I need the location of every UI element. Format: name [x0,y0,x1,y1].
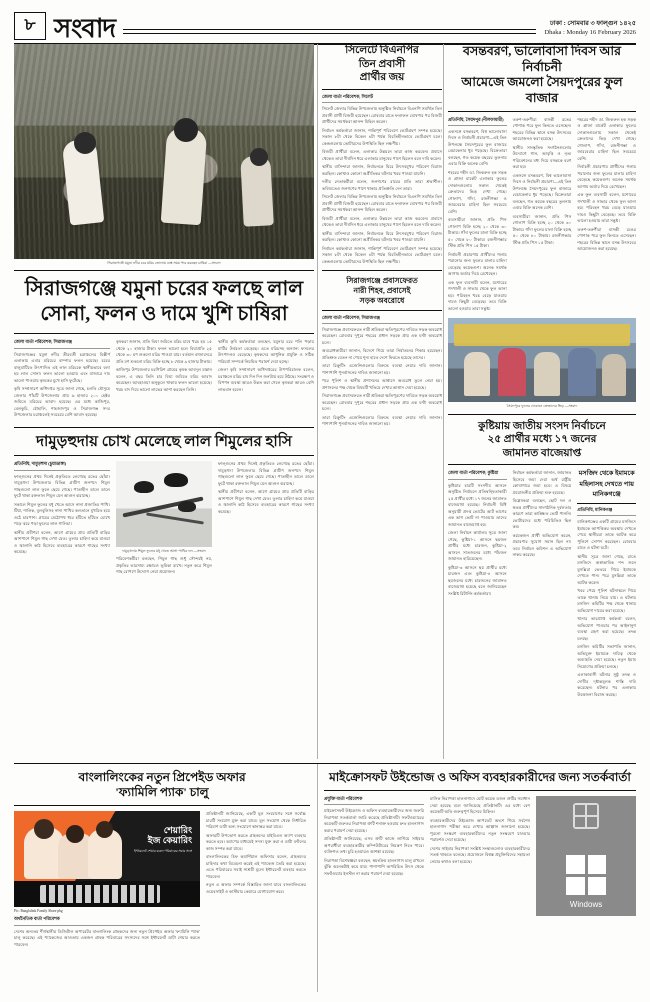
lead-byline: জেলা বার্তা পরিবেশক, সিরাজগঞ্জ [14,339,110,348]
flower-photo-caption: সৈয়দপুরে ফুলের দোকানে ক্রেতাদের ভিড় —সংবাদ [506,403,578,408]
bnp-headline-line2: তিন প্রবাসী [358,58,406,70]
flower-para-13: তরুণ-তরুণীরা বাসন্তী রঙের পোশাক পরে ফুল কিনতে এসেছেন। শহরের বিভিন্ন স্থানে বসন্ত উৎসবের আয়োজনও করা হয়েছে। [577,226,637,251]
bnp-para-9: নির্বাচন কর্মকর্তারা জানান, শান্তিপূর্ণ পরিবেশে ভোটগ্রহণ সম্পন্ন হয়েছে। সকাল ৮টা থেকে বিকেল ৪টা পর্যন্ত বিরতিহীনভাবে ভোটগ্রহণ চলে। কেন্দ্রগুলোয় ভোটারদের উপস্থিতি ছিল লক্ষণীয়। [322,245,442,264]
lead-para-3: কৃষকরা জানান, প্রতি বিঘা জমিতে মরিচ চাষে খরচ হয় ১৫ থেকে ২০ হাজার টাকা। ফলন ভালো হলে বিঘাপ্রতি ২৫ থেকে ৩০ মণ শুকনো মরিচ পাওয়া যায়। বর্তমান বাজারদরে প্রতি মণ শুকনো মরিচ বিক্রি হচ্ছে ৮ থেকে ৯ হাজার টাকায়। [116,339,212,364]
flower-para-12: এক ফুল ব্যবসায়ী বলেন, যশোরের গদখালী ও সাভার থেকে ফুল আনা হয়। পরিবহন খরচ বেড়ে যাওয়ায় দামও কিছুটা বেড়েছে। তবে বিক্রি ভালো হওয়ায় তারা সন্তুষ্ট। [577,192,637,223]
microsoft-byline: প্রযুক্তি বার্তা পরিবেশক [324,796,424,805]
microsoft-article [324,764,636,916]
simul-para-2: সকালে শিমুল ফুলের মধু খেতে আসে নানা প্রজাতির পাখি। টিয়া, শালিক, বুলবুলিসহ নানা পাখির কলতানে মুখরিত হয়ে ওঠে চারপাশ। গ্রামের মেঠোপথ ধরে হাঁটতে হাঁটতে চোখে পড়ে ঝরে পড়া ফুলের লাল গালিচা। [14,501,110,527]
banglalink-article [14,764,310,950]
masthead [14,10,636,45]
nari-para-3: তারা রিক্রুটিং এজেন্সিগুলোর বিরুদ্ধে ব্যবস্থা নেয়ার দাবি জানান। পাশাপাশি পুনর্বাসনের দাবিও জানানো হয়। [322,363,442,375]
lead-photo [14,44,314,259]
microsoft-para-2: প্রতিষ্ঠানটি জানিয়েছে, এসব ত্রুটি কাজে লাগিয়ে সাইবার অপরাধীরা ব্যবহারকারীর কম্পিউটারের নিয়ন্ত্রণ নিতে পারে। ব্যক্তিগত তথ্য চুরি হওয়ারও আশঙ্কা রয়েছে। [324,836,424,855]
election-byline: জেলা বার্তা পরিবেশক, কুষ্টিয়া [448,470,507,479]
lead-photo-caption: সিরাজগঞ্জে যমুনা নদীর চরে মরিচ তোলায় ব্যস্ত সময় পার করছেন চাষিরা —সংবাদ [107,260,221,265]
advertorial-area [14,763,636,992]
story-bnp [322,44,442,430]
flower-para-8: একসঙ্গে বসন্তবরণ, বিশ্ব ভালোবাসা দিবস ও নির্বাচনী প্রচারণা—এই তিন উপলক্ষে সৈয়দপুরের ফুল বাজারে বেচাকেনার ধুম পড়েছে। বিক্রেতারা বলছেন, গত কয়েক বছরের তুলনায় এবার বিক্রি অনেক বেশি। [512,172,572,210]
simul-para-4: পরিবেশকর্মীরা বলছেন, শিমুল গাছ শুধু সৌন্দর্যই নয়, প্রকৃতির ভারসাম্য রক্ষায়ও ভূমিকা রাখে। নতুন করে শিমুল গাছ রোপণে উদ্যোগ নেয়া প্রয়োজন। [116,556,212,575]
lead-para-5: স্থানীয় কৃষি কর্মকর্তারা বলছেন, যমুনার চরে পলি পড়ায় মাটির উর্বরতা বেড়েছে। এতে মরিচসহ অন্যান্য ফসলের উৎপাদনও বেড়েছে। কৃষকদের আধুনিক প্রযুক্তি ও সঠিক পরিচর্যা সম্পর্কে নিয়মিত পরামর্শ দেয়া হচ্ছে। [218,339,314,364]
page-number: ৮ [14,12,46,40]
dateline-bn: ঢাকা : সোমবার ৩ ফাল্গুন ১৪২৫ [549,20,636,28]
column-divider-2 [443,44,444,759]
bnp-byline: জেলা বার্তা পরিবেশক, সিলেট [322,94,442,103]
election-para-6: কয়েকজন প্রার্থী অভিযোগ করেন, প্রচারণার সুযোগ সমান ছিল না। তবে নির্বাচন কমিশন এ অভিযোগ নাকচ করেছে। [512,532,572,558]
flower-para-10: শহরের শহীদ ডা. জিকরুল হক সড়ক ও প্লাজা মার্কেট এলাকার ফুলের দোকানগুলোয় সকাল থেকেই ক্রেতাদের ভিড় দেখা গেছে। গোলাপ, গাঁদা, রজনীগন্ধা ও জারবেরার চাহিদা ছিল সবচেয়ে বেশি। [577,116,637,161]
simul-photo [116,461,212,547]
election-para-5: বিশ্লেষকরা বলছেন, ছোট দল ও স্বতন্ত্র প্রার্থীদের সাংগঠনিক দুর্বলতার কারণে তারা কাঙ্ক্ষিত ভোট পাননি। ভোটারদের মধ্যে পরিচিতিও ছিল কম। [512,498,572,530]
banglalink-creative-sub: ইন্টারনেট শেয়ার করুন পরিবারের সবার সঙ্গে [134,848,192,853]
flower-para-5: এক ফুল ব্যবসায়ী বলেন, যশোরের গদখালী ও সাভার থেকে ফুল আনা হয়। পরিবহন খরচ বেড়ে যাওয়ায় দামও কিছুটা বেড়েছে। তবে বিক্রি ভালো হওয়ায় তারা সন্তুষ্ট। [448,279,507,311]
column-divider-1 [317,44,318,759]
bnp-para-5: দলীয় নেতাকর্মীরা বলেন, জনগণের রায়ের প্রতি তারা শ্রদ্ধাশীল। ভবিষ্যতেও জনগণের পাশে থাকার প্রতিশ্রুতি দেন তারা। [322,179,442,191]
windows-logo-icon [566,855,606,895]
simul-headline: দামুড়হুদায় চোখ মেলেছে লাল শিমুলের হাসি [36,433,292,450]
microsoft-para-6: দেশের সাইবার নিরাপত্তা সংশ্লিষ্ট সংস্থাগুলোও ব্যবহারকারীদের সতর্ক থাকতে বলেছে। প্রয়োজনে বিশ্বস্ত প্রযুক্তিবিদের সহায়তা নেয়ার কথাও বলা হয়েছে। [430,845,530,864]
simul-para-5: ফাল্গুনের প্রথম দিনেই প্রকৃতিতে লেগেছে রঙের ছোঁয়া। দামুড়হুদা উপজেলার বিভিন্ন গ্রামীণ জনপদে শিমুল গাছগুলো লাল ফুলে ছেয়ে গেছে। পাতাহীন ডালে ডালে ফুটে থাকা রক্তলাল শিমুল যেন আগুন ঝরাচ্ছে। [218,461,314,486]
flower-para-1: একসঙ্গে বসন্তবরণ, বিশ্ব ভালোবাসা দিবস ও নির্বাচনী প্রচারণা—এই তিন উপলক্ষে সৈয়দপুরের ফুল বাজারে বেচাকেনার ধুম পড়েছে। বিক্রেতারা বলছেন, গত কয়েক বছরের তুলনায় এবার বিক্রি অনেক বেশি। [448,128,507,167]
banglalink-headline-line2: 'ফ্যামিলি প্যাক' চালু [115,785,209,799]
bnp-headline-line3: প্রার্থীর জয় [359,72,405,84]
microsoft-creative [536,796,636,916]
lead-headline-line2: সোনা, ফলন ও দামে খুশি চাষিরা [40,303,288,326]
story-flower [448,44,636,700]
bnp-headline-line1: সিলেটে বিএনপির [345,45,419,56]
dateline-en: Dhaka : Monday 16 February 2026 [544,29,636,37]
nari-headline-line2: নারী শিহব, প্রবাসেই [353,286,411,295]
bnp-para-8: স্থানীয় বাসিন্দারা জানান, নির্বাচনকে ঘিরে উৎসবমুখর পরিবেশ বিরাজ করছিল। কোথাও কোনো অপ্রীতিকর ঘটনার খবর পাওয়া যায়নি। [322,230,442,243]
microsoft-headline: মাইক্রোসফট উইন্ডোজ ও অফিস ব্যবহারকারীদের জন্য সতর্কবার্তা [329,770,631,784]
banglalink-creative [14,811,200,907]
nari-para-4: পরে পুলিশ ও স্থানীয় প্রশাসনের আশ্বাসে অবরোধ তুলে নেয়া হয়। প্রশাসনের পক্ষ থেকে বিষয়টি খতিয়ে দেখার আশ্বাস দেয়া হয়েছে। [322,378,442,390]
lead-headline-line1: সিরাজগঞ্জে যমুনা চরের ফলছে লাল [24,278,304,301]
newspaper-logo: সংবাদ [54,14,116,43]
election-para-4: নির্বাচন কর্মকর্তারা জানান, জামানত হিসেবে জমা দেয়া অর্থ রাষ্ট্রীয় কোষাগারে জমা হবে। এ বিষয়ে প্রয়োজনীয় প্রক্রিয়া শুরু হয়েছে। [512,470,572,495]
flower-para-9: ব্যবসায়ীরা জানান, প্রতি পিস গোলাপ বিক্রি হচ্ছে ২০ থেকে ৩০ টাকায়। গাঁদা ফুলের মালা বিক্রি হচ্ছে ৫০ থেকে ৮০ টাকায়। রজনীগন্ধার স্টিক প্রতি পিস ১৫ টাকা। [512,213,572,245]
mosque-headline-line2: মহিলাসহ দেখতে পায় [579,480,634,488]
lead-para-6: জেলা কৃষি সম্প্রসারণ অধিদপ্তরের উপপরিচালক বলেন, চরাঞ্চলে মরিচ চাষ দিন দিন জনপ্রিয় হয়ে উঠছে। সংরক্ষণ ও বিপণন ব্যবস্থা আরও উন্নত করা গেলে কৃষকরা আরও বেশি লাভবান হবেন। [218,367,314,392]
simul-para-1: ফাল্গুনের প্রথম দিনেই প্রকৃতিতে লেগেছে রঙের ছোঁয়া। দামুড়হুদা উপজেলার বিভিন্ন গ্রামীণ জনপদে শিমুল গাছগুলো লাল ফুলে ছেয়ে গেছে। পাতাহীন ডালে ডালে ফুটে থাকা রক্তলাল শিমুল যেন আগুন ঝরাচ্ছে। [14,473,110,499]
banglalink-para-5: নতুন এ অফার সম্পর্কে বিস্তারিত জানা যাবে বাংলালিংকের ওয়েবসাইট ও কাস্টমার কেয়ারে যোগাযোগ করে। [206,882,306,894]
flower-para-3: ব্যবসায়ীরা জানান, প্রতি পিস গোলাপ বিক্রি হচ্ছে ২০ থেকে ৩০ টাকায়। গাঁদা ফুলের মালা বিক্রি হচ্ছে ৫০ থেকে ৮০ টাকায়। রজনীগন্ধার স্টিক প্রতি পিস ১৫ টাকা। [448,217,507,249]
mosque-headline-line1: মসজিদ থেকে ইমামকে [578,470,635,478]
banglalink-para-2: প্রতিষ্ঠানটি জানিয়েছে, একটি মূল সংযোগের সঙ্গে সর্বোচ্চ চারটি সংযোগ যুক্ত করা যাবে। মূল সংযোগ থেকে নির্ধারিত পরিমাণ ডাটা অন্য সংযোগে স্থানান্তর করা যাবে। [206,811,306,829]
flower-para-7: স্থানীয় সাংস্কৃতিক সংগঠনগুলোর উদ্যোগে গান, আবৃত্তি ও নৃত্য পরিবেশনের মধ্য দিয়ে বসন্তকে বরণ করা হয়। [512,144,572,169]
election-para-1: কুষ্টিয়ার চারটি সংসদীয় আসনে অনুষ্ঠিত নির্বাচনে প্রতিদ্বন্দ্বিতাকারী ২৫ প্রার্থীর মধ্যে ১৭ জনের জামানত বাজেয়াপ্ত হয়েছে। নির্বাচনী বিধি অনুযায়ী প্রদত্ত ভোটের আট ভাগের এক ভাগ ভোট না পাওয়ায় তাদের জামানত বাজেয়াপ্ত হয়। [448,482,507,527]
mosque-para-4: থানার ভারপ্রাপ্ত কর্মকর্তা বলেন, অভিযোগ পাওয়ার পর আইনানুগ ব্যবস্থা গ্রহণ করা হয়েছে। তদন্ত চলছে। [577,616,637,641]
banglalink-para-3: অফারটি উপভোগ করতে গ্রাহকদের মাইবিএল অ্যাপ ব্যবহার করতে হবে। অ্যাপের মাধ্যমেই সদস্য যুক্ত করা ও ডাটা বণ্টনের কাজ সম্পন্ন করা যাবে। [206,832,306,851]
election-headline-line1: কুষ্টিয়ায় জাতীয় সংসদ নির্বাচনে [478,420,606,432]
microsoft-para-5: ব্যবহারকারীদের উইন্ডোজ আপডেট অংশে গিয়ে সর্বশেষ হালনাগাদ পরীক্ষা করে দেখার আহ্বান জানানো হয়েছে। পুরনো সংস্করণ ব্যবহারকারীদের নতুন সংস্করণে যাওয়ার পরামর্শও দেয়া হয়েছে। [430,817,530,842]
nari-headline-line3: সড়ক অবরোধে [359,295,405,305]
simul-photo-caption: দামুড়হুদায় শিমুল ফুলের মধু খেতে আসা পাখির দল —সংবাদ [121,548,206,553]
mosque-para-1: মানিকগঞ্জের একটি গ্রামের মসজিদে ইমামকে আপত্তিকর অবস্থায় দেখতে পেয়ে স্থানীয়রা তাকে আটক করে পুলিশে সোপর্দ করেছেন। রোববার রাতে এ ঘটনা ঘটে। [577,519,637,551]
flower-para-11: নির্বাচনী প্রচারণায় প্রার্থীদের গলায় পরানোর জন্য ফুলের মালার চাহিদা বেড়েছে কয়েকগুণ। অনেক সমর্থক আগাম অর্ডার দিয়ে রেখেছেন। [577,164,637,189]
flower-para-4: নির্বাচনী প্রচারণায় প্রার্থীদের গলায় পরানোর জন্য ফুলের মালার চাহিদা বেড়েছে কয়েকগুণ। অনেক সমর্থক আগাম অর্ডার দিয়ে রেখেছেন। [448,251,507,277]
page-body [14,44,636,992]
election-headline-line2: ২৫ প্রার্থীর মধ্যে ১৭ জনের [487,434,597,446]
banglalink-para-4: বাংলালিংকের চিফ কমার্শিয়াল অফিসার বলেন, গ্রাহকদের চাহিদার কথা বিবেচনা করেই এই প্যাকেজ তৈরি করা হয়েছে। এতে পরিবারের সবাই সাশ্রয়ী মূল্যে ইন্টারনেট ব্যবহার করতে পারবেন। [206,854,306,879]
nari-byline: জেলা বার্তা পরিবেশক, সিরাজগঞ্জ [322,315,442,324]
bnp-para-6: সিলেট জেলার বিভিন্ন উপজেলায় অনুষ্ঠিত নির্বাচনে বিএনপি সমর্থিত তিন প্রবাসী প্রার্থী বিজয়ী হয়েছেন। রোববার রাতে ফলাফল ঘোষণার পর বিজয়ী প্রার্থীদের সমর্থকরা আনন্দ মিছিল করেন। [322,194,442,213]
banglalink-byline: অর্থনৈতিক বার্তা পরিবেশক [14,916,200,925]
simul-columns [14,461,314,578]
microsoft-columns [324,796,636,916]
mosque-para-2: স্থানীয় সূত্রে জানা গেছে, রাতে মসজিদে অস্বাভাবিক শব্দ শুনে মুসল্লিরা ভেতরে গিয়ে ইমামকে দেখতে পান। পরে মুসল্লিরা তাকে আটক করেন। [577,553,637,585]
flower-columns [448,117,636,315]
flower-headline-line1: বসন্তবরণ, ভালোবাসা দিবস আর নির্বাচনী [463,44,621,74]
banglalink-creative-title-1: শেয়ারিং [163,825,192,835]
masthead-rule [123,26,536,36]
flower-para-6: তরুণ-তরুণীরা বাসন্তী রঙের পোশাক পরে ফুল কিনতে এসেছেন। শহরের বিভিন্ন স্থানে বসন্ত উৎসবের আয়োজনও করা হয়েছে। [512,116,572,141]
dateline [544,20,636,40]
nari-para-5: সিরাজগঞ্জে প্রবাসফেরত নারী শ্রমিকরা ক্ষতিপূরণের দাবিতে সড়ক অবরোধ করেছেন। রোববার দুপুরে শহরের প্রধান সড়কে প্রায় এক ঘণ্টা অবরোধ চলে। [322,393,442,412]
lead-columns [14,339,314,420]
mosque-para-3: খবর পেয়ে পুলিশ ঘটনাস্থলে গিয়ে তাকে থানায় নিয়ে যায়। এ ঘটনায় মসজিদ কমিটির পক্ষ থেকে থানায় অভিযোগ দায়ের করা হয়েছে। [577,588,637,613]
banglalink-para-1: দেশের অন্যতম শীর্ষস্থানীয় ডিজিটাল অপারেটর বাংলালিংক গ্রাহকদের জন্য নতুন প্রিপেইড অফার 'ফ্যামিলি প্যাক' চালু করেছে। এই প্যাকেজের আওতায় একজন গ্রাহক পরিবারের সদস্যদের সঙ্গে ইন্টারনেট ডাটা শেয়ার করতে পারবেন। [14,928,200,947]
bnp-para-2: নির্বাচন কর্মকর্তারা জানান, শান্তিপূর্ণ পরিবেশে ভোটগ্রহণ সম্পন্ন হয়েছে। সকাল ৮টা থেকে বিকেল ৪টা পর্যন্ত বিরতিহীনভাবে ভোটগ্রহণ চলে। কেন্দ্রগুলোয় ভোটারদের উপস্থিতি ছিল লক্ষণীয়। [322,127,442,146]
microsoft-para-3: নিরাপত্তা বিশেষজ্ঞরা বলছেন, স্বয়ংক্রিয় হালনাগাদ চালু রাখলে ঝুঁকি অনেকটাই কমে যায়। পাশাপাশি অপরিচিত উৎস থেকে সফটওয়্যার ইনস্টল না করার পরামর্শ দেয়া হয়েছে। [324,857,424,876]
simul-para-3: স্থানীয় প্রবীণরা বলেন, আগে গ্রামের প্রায় প্রতিটি বাড়ির আশপাশে শিমুল গাছ দেখা যেত। তুলার চাহিদা কমে যাওয়া ও জ্বালানি কাঠ হিসেবে ব্যবহারের কারণে গাছের সংখ্যা কমেছে। [14,529,110,555]
simul-byline: প্রতিনিধি, দামুড়হুদা (চুয়াডাঙ্গা) [14,461,110,470]
bnp-para-1: সিলেট জেলার বিভিন্ন উপজেলায় অনুষ্ঠিত নির্বাচনে বিএনপি সমর্থিত তিন প্রবাসী প্রার্থী বিজয়ী হয়েছেন। রোববার রাতে ফলাফল ঘোষণার পর বিজয়ী প্রার্থীদের সমর্থকরা আনন্দ মিছিল করেন। [322,106,442,125]
story-lead [14,44,314,578]
lead-para-4: কাজিপুর উপজেলার চরগিরিশ গ্রামের কৃষক আবদুল মান্নান বলেন, এ বছর তিনি চার বিঘা জমিতে মরিচ আবাদ করেছেন। আবহাওয়া অনুকূলে থাকায় ফলন ভালো হয়েছে। খরচ বাদ দিয়ে ভালো লাভের আশা করছেন তিনি। [116,367,212,392]
nari-para-2: অবরোধকারীরা জানান, বিদেশে গিয়ে তারা নির্যাতনের শিকার হয়েছেন। প্রতিশ্রুত বেতন না পেয়ে শূন্য হাতে দেশে ফিরতে হয়েছে তাদের। [322,348,442,360]
banglalink-caption: Pic: Banglalink Family Share pbg [14,908,63,913]
mosque-headline-line3: মানিকগঞ্জে [592,491,621,499]
banglalink-headline-line1: বাংলালিংকের নতুন প্রিপেইড অফার [78,770,246,784]
flower-photo [448,318,636,402]
lead-para-1: সিরাজগঞ্জের যমুনা নদীর তীরবর্তী চরাঞ্চলের বিস্তীর্ণ এলাকায় এবার মরিচের বাম্পার ফলন হয়েছে। চরের বালুমাটিতে উৎপাদিত এই লাল মরিচকে স্থানীয়ভাবে বলা হয় লাল সোনা। ফলন ভালো হওয়ায় এবং বাজারে দাম ভালো পাওয়ায় কৃষকের মুখে হাসি ফুটেছে। [14,351,110,383]
bnp-para-4: স্থানীয় বাসিন্দারা জানান, নির্বাচনকে ঘিরে উৎসবমুখর পরিবেশ বিরাজ করছিল। কোথাও কোনো অপ্রীতিকর ঘটনার খবর পাওয়া যায়নি। [322,164,442,176]
windows-logo-label: Windows [569,900,603,909]
simul-para-6: স্থানীয় প্রবীণরা বলেন, আগে গ্রামের প্রায় প্রতিটি বাড়ির আশপাশে শিমুল গাছ দেখা যেত। তুলার চাহিদা কমে যাওয়া ও জ্বালানি কাঠ হিসেবে ব্যবহারের কারণে গাছের সংখ্যা কমেছে। [218,489,314,514]
mosque-byline: প্রতিনিধি, মানিকগঞ্জ [577,507,636,516]
bnp-para-3: বিজয়ী প্রার্থীরা বলেন, এলাকার উন্নয়নে তারা কাজ করবেন। প্রবাসে থেকেও তারা দীর্ঘদিন ধরে এলাকার মানুষের পাশে ছিলেন বলে দাবি করেন। [322,149,442,161]
mosque-para-6: এলাকাবাসী ঘটনার সুষ্ঠু তদন্ত ও দোষীর দৃষ্টান্তমূলক শাস্তি দাবি করেছেন। ঘটনার পর এলাকায় উত্তেজনা বিরাজ করছে। [577,672,637,697]
microsoft-para-4: মাসিক নিরাপত্তা হালনাগাদে মোট কয়েক ডজন ত্রুটির সমাধান দেয়া হয়েছে বলে জানিয়েছে প্রতিষ্ঠানটি। এর মধ্যে বেশ কয়েকটি অতি গুরুত্বপূর্ণ হিসেবে চিহ্নিত। [430,796,530,814]
bnp-para-7: বিজয়ী প্রার্থীরা বলেন, এলাকার উন্নয়নে তারা কাজ করবেন। প্রবাসে থেকেও তারা দীর্ঘদিন ধরে এলাকার মানুষের পাশে ছিলেন বলে দাবি করেন। [322,215,442,228]
microsoft-para-1: মাইক্রোসফট উইন্ডোজ ও অফিস ব্যবহারকারীদের জন্য জরুরি নিরাপত্তা সতর্কবার্তা জারি করেছে প্রতিষ্ঠানটি। সফটওয়্যারের কয়েকটি গুরুতর নিরাপত্তা ত্রুটি শনাক্ত হওয়ায় দ্রুত হালনাগাদ করার পরামর্শ দেয়া হয়েছে। [324,808,424,833]
election-headline-line3: জামানত বাজেয়াপ্ত [502,447,582,459]
nari-para-6: তারা রিক্রুটিং এজেন্সিগুলোর বিরুদ্ধে ব্যবস্থা নেয়ার দাবি জানান। পাশাপাশি পুনর্বাসনের দাবিও জানানো হয়। [322,414,442,427]
flower-para-2: শহরের শহীদ ডা. জিকরুল হক সড়ক ও প্লাজা মার্কেট এলাকার ফুলের দোকানগুলোয় সকাল থেকেই ক্রেতাদের ভিড় দেখা গেছে। গোলাপ, গাঁদা, রজনীগন্ধা ও জারবেরার চাহিদা ছিল সবচেয়ে বেশি। [448,169,507,214]
mosque-para-5: মসজিদ কমিটির সভাপতি জানান, অভিযুক্ত ইমামকে দায়িত্ব থেকে অব্যাহতি দেয়া হয়েছে। নতুন ইমাম নিয়োগের প্রক্রিয়া চলছে। [577,644,637,669]
election-columns [448,470,636,700]
election-para-3: কুষ্টিয়া-৩ আসনে ছয় প্রার্থীর মধ্যে চারজন এবং কুষ্টিয়া-৪ আসনে ছয়জনের মধ্যে চারজনের জামানত বাজেয়াপ্ত হয়েছে বলে জানিয়েছেন সংশ্লিষ্ট রিটার্নিং কর্মকর্তারা। [448,564,507,596]
flower-byline: প্রতিনিধি, সৈয়দপুর (নীলফামারী) [448,117,507,126]
nari-headline-line1: সিরাজগঞ্জে প্রবাসফেরত [346,276,418,286]
lead-para-2: কৃষি সম্প্রসারণ অধিদপ্তর সূত্রে জানা গেছে, চলতি মৌসুমে জেলার পাঁচটি উপজেলায় প্রায় ৬ হাজার ২০০ হেক্টর জমিতে মরিচের আবাদ হয়েছে। এর মধ্যে কাজিপুর, বেলকুচি, চৌহালি, শাহজাদপুর ও সিরাজগঞ্জ সদর উপজেলার চরাঞ্চলেই সবচেয়ে বেশি আবাদ হয়েছে। [14,386,110,417]
election-para-2: জেলা নির্বাচন কার্যালয় সূত্রে জানা গেছে, কুষ্টিয়া-১ আসনে ছয়জন প্রার্থীর মধ্যে চারজন, কুষ্টিয়া-২ আসনে সাতজনের মধ্যে পাঁচজন জামানত হারিয়েছেন। [448,530,507,562]
banglalink-creative-title-2: ইজ কেয়ারিং [147,835,192,846]
flower-headline-line2: আমেজে জমলো সৈয়দপুরের ফুল বাজার [461,75,623,105]
nari-para-1: সিরাজগঞ্জে প্রবাসফেরত নারী শ্রমিকরা ক্ষতিপূরণের দাবিতে সড়ক অবরোধ করেছেন। রোববার দুপুরে শহরের প্রধান সড়কে প্রায় এক ঘণ্টা অবরোধ চলে। [322,326,442,345]
